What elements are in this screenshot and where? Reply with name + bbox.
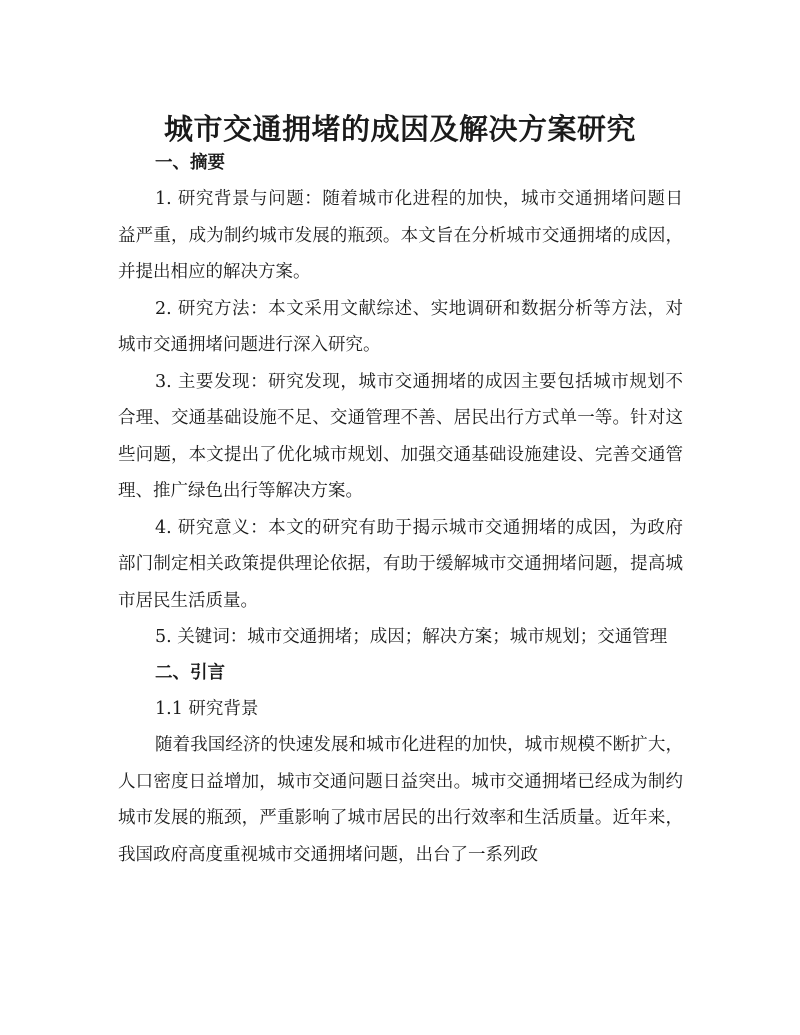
document-title: 城市交通拥堵的成因及解决方案研究 <box>163 112 636 147</box>
document-body <box>118 146 683 873</box>
subsection-heading-background: 1.1 研究背景 <box>155 698 259 719</box>
abstract-item-background: 1. 研究背景与问题：随着城市化进程的加快，城市交通拥堵问题日益严重，成为制约城市发展的瓶颈。本文旨在分析城市交通拥堵的成因，并提出相应的解决方案。 <box>118 189 683 282</box>
introduction-paragraph: 随着我国经济的快速发展和城市化进程的加快，城市规模不断扩大，人口密度日益增加，城市交通问题日益突出。城市交通拥堵已经成为制约城市发展的瓶颈，严重影响了城市居民的出行效率和生活质量。近年来，我国政府高度重视城市交通拥堵问题，出台了一系列政 <box>118 735 683 865</box>
section-heading-introduction: 二、引言 <box>155 662 225 683</box>
abstract-item-keywords: 5. 关键词：城市交通拥堵；成因；解决方案；城市规划；交通管理 <box>155 627 668 647</box>
abstract-item-findings: 3. 主要发现：研究发现，城市交通拥堵的成因主要包括城市规划不合理、交通基础设施不足、交通管理不善、居民出行方式单一等。针对这些问题，本文提出了优化城市规划、加强交通基础设施建设、完善交通管理、推广绿色出行等解决方案。 <box>118 371 683 501</box>
abstract-item-significance: 4. 研究意义：本文的研究有助于揭示城市交通拥堵的成因，为政府部门制定相关政策提供理论依据，有助于缓解城市交通拥堵问题，提高城市居民生活质量。 <box>118 517 683 611</box>
abstract-item-methods: 2. 研究方法：本文采用文献综述、实地调研和数据分析等方法，对城市交通拥堵问题进行深入研究。 <box>118 298 683 355</box>
section-heading-abstract: 一、摘要 <box>155 153 225 173</box>
